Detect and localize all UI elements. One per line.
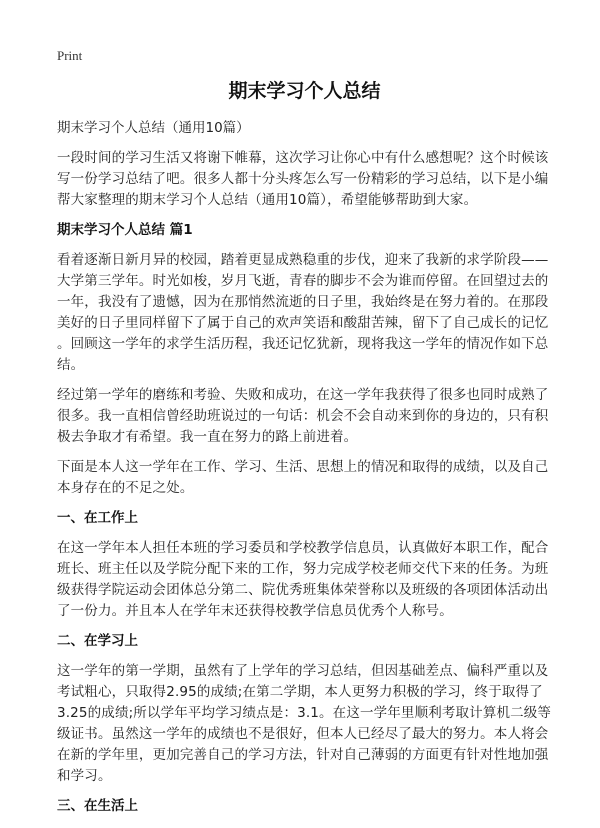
paragraph-line: 考试粗心，只取得2.95的成绩;在第二学期，本人更努力积极的学习，终于取得了 bbox=[57, 684, 543, 700]
paragraph-line: 级证书。虽然这一学年的成绩也不是很好，但本人已经尽了最大的努力。本人将会 bbox=[57, 726, 549, 742]
document-title: 期末学习个人总结 bbox=[228, 80, 381, 102]
paragraph-line: 一段时间的学习生活又将谢下帷幕，这次学习让你心中有什么感想呢？这个时候该 bbox=[57, 150, 549, 166]
paragraph-line: 3.25的成绩;所以学年平均学习绩点是：3.1。在这一学年里顺利考取计算机二级等 bbox=[57, 705, 552, 721]
paragraph-line: 这一学年的第一学期，虽然有了上学年的学习总结，但因基础差点、偏科严重以及 bbox=[57, 663, 549, 679]
paragraph-line: 本身存在的不足之处。 bbox=[57, 480, 194, 496]
paragraph-line: 在这一学年本人担任本班的学习委员和学校教学信息员，认真做好本职工作，配合 bbox=[57, 540, 549, 556]
document-subtitle: 期末学习个人总结（通用10篇） bbox=[57, 120, 250, 136]
paragraph-line: 班长、班主任以及学院分配下来的工作，努力完成学校老师交代下来的任务。为班 bbox=[57, 561, 549, 577]
paragraph bbox=[57, 385, 552, 448]
paragraph-line: 。回顾这一学年的求学生活历程，我还记忆犹新，现将我这一学年的情况作如下总 bbox=[57, 336, 549, 352]
paragraph bbox=[57, 457, 552, 499]
document-body bbox=[57, 148, 552, 817]
paragraph-line: 结。 bbox=[57, 357, 85, 373]
paragraph bbox=[57, 661, 552, 787]
paragraph bbox=[57, 538, 552, 622]
paragraph bbox=[57, 250, 552, 376]
paragraph-line: 大学第三学年。时光如梭，岁月飞逝，青春的脚步不会为谁而停留。在回望过去的 bbox=[57, 273, 549, 289]
document-page bbox=[57, 78, 552, 826]
paragraph-line: 在新的学年里，更加完善自己的学习方法，针对自己薄弱的方面更有针对性地加强 bbox=[57, 747, 549, 763]
section-heading: 三、在生活上 bbox=[57, 798, 138, 814]
paragraph-line: 很多。我一直相信曾经助班说过的一句话：机会不会自动来到你的身边的，只有积 bbox=[57, 408, 549, 424]
paragraph-line: 极去争取才有希望。我一直在努力的路上前进着。 bbox=[57, 429, 358, 445]
paragraph bbox=[57, 148, 552, 211]
paragraph-line: 美好的日子里同样留下了属于自己的欢声笑语和酸甜苦辣，留下了自己成长的记忆 bbox=[57, 315, 549, 331]
paragraph-line: 和学习。 bbox=[57, 768, 112, 784]
paragraph-line: 下面是本人这一学年在工作、学习、生活、思想上的情况和取得的成绩，以及自己 bbox=[57, 459, 549, 475]
section-heading: 期末学习个人总结 篇1 bbox=[57, 222, 193, 238]
paragraph-line: 了一份力。并且本人在学年末还获得校教学信息员优秀个人称号。 bbox=[57, 603, 453, 619]
paragraph-line: 帮大家整理的期末学习个人总结（通用10篇），希望能够帮助到大家。 bbox=[57, 192, 478, 208]
paragraph-line: 写一份学习总结了吧。很多人都十分头疼怎么写一份精彩的学习总结，以下是小编 bbox=[57, 171, 549, 187]
section-heading: 二、在学习上 bbox=[57, 633, 138, 649]
paragraph-line: 看着逐渐日新月异的校园，踏着更显成熟稳重的步伐，迎来了我新的求学阶段—— bbox=[57, 252, 549, 268]
section-heading: 一、在工作上 bbox=[57, 510, 138, 526]
paragraph-line: 级获得学院运动会团体总分第二、院优秀班集体荣誉称以及班级的各项团体活动出 bbox=[57, 582, 549, 598]
paragraph-line: 经过第一学年的磨练和考验、失败和成功，在这一学年我获得了很多也同时成熟了 bbox=[57, 387, 549, 403]
print-link[interactable]: Print bbox=[57, 48, 83, 63]
paragraph-line: 一年，我没有了遗憾，因为在那悄然流逝的日子里，我始终是在努力着的。在那段 bbox=[57, 294, 549, 310]
